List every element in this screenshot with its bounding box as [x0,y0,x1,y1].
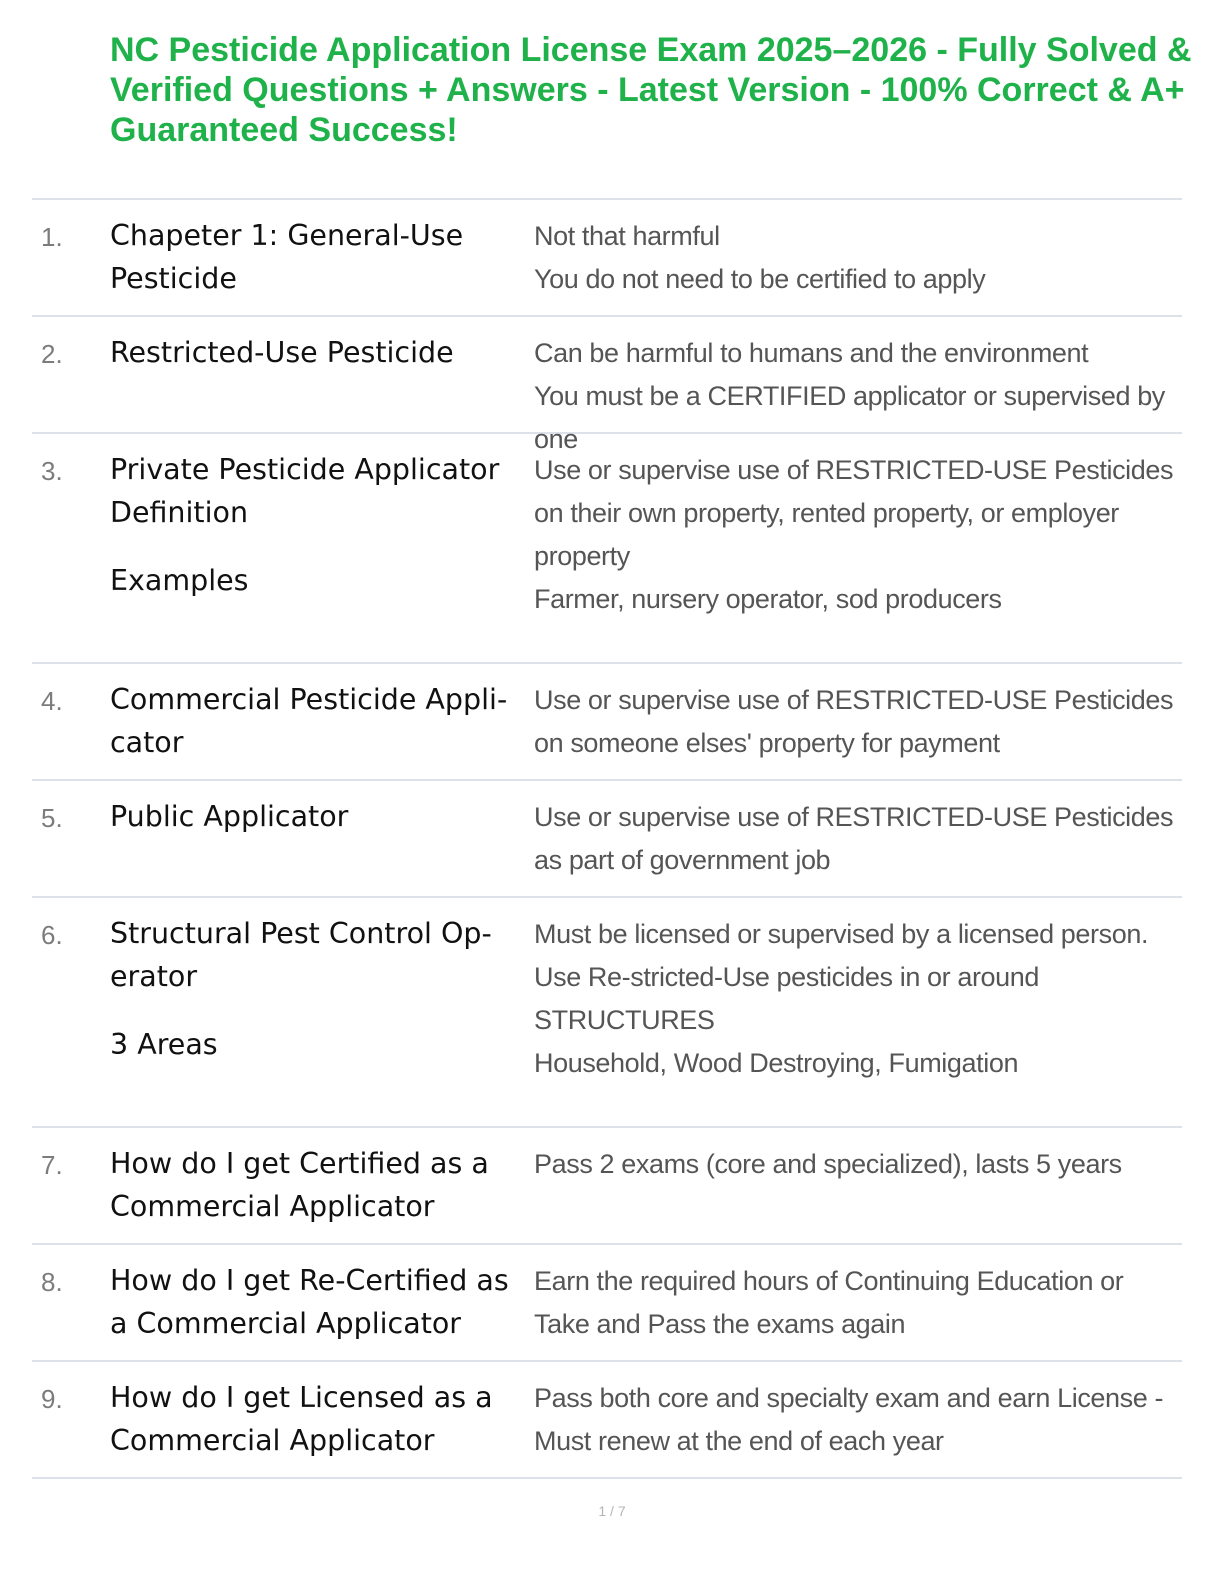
card-term: Restricted-Use Pesticide [110,336,454,369]
definition-line: Household, Wood Destroying, Fumigation [534,1048,1019,1078]
page-number: 1 / 7 [598,1503,626,1519]
definition-line: You do not need to be certified to apply [534,264,986,294]
card-term-block [110,912,530,1066]
card-definition [534,1260,1179,1346]
card-definition [534,215,1179,301]
card-number: 9. [41,1384,63,1414]
flashcard-row [32,317,1182,454]
card-term: Private Pesticide Applicator Definition [110,453,500,529]
definition-line: Must be licensed or supervised by a licensed person. Use Re-stricted-Use pesticides in or around STRUCTURES [534,919,1149,1035]
card-term-note: 3 Areas [110,1028,218,1061]
card-term: Chapeter 1: General-Use Pesticide [110,219,464,295]
card-definition [534,796,1179,882]
card-number: 7. [41,1150,63,1180]
flashcard-row [32,434,1182,664]
card-number: 5. [41,803,63,833]
card-definition [534,449,1179,621]
flashcard-list [32,198,1182,1479]
flashcard-row [32,1362,1182,1479]
card-number: 8. [41,1267,63,1297]
definition-line: Pass both core and specialty exam and earn License - Must renew at the end of each year [534,1383,1164,1456]
card-number: 4. [41,686,63,716]
definition-line: Can be harmful to humans and the environment [534,338,1089,368]
flashcard-row [32,1128,1182,1245]
definition-line: Use or supervise use of RESTRICTED-USE Pesticides on their own property, rented property, or employer property [534,455,1174,571]
definition-line: You must be a CERTIFIED applicator or supervised by one [534,381,1165,454]
flashcard-row [32,781,1182,898]
card-term-note: Examples [110,564,249,597]
definition-line: Not that harmful [534,221,720,251]
card-definition [534,679,1179,765]
definition-line: Use or supervise use of RESTRICTED-USE Pesticides as part of government job [534,802,1174,875]
card-term: How do I get Re-Certified as a Commercial Applicator [110,1264,509,1340]
flashcard-row [32,200,1182,317]
card-number: 3. [41,456,63,486]
card-definition [534,1143,1179,1186]
definition-line: Farmer, nursery operator, sod producers [534,584,1002,614]
card-term: Public Applicator [110,800,349,833]
flashcard-row [32,1245,1182,1362]
document-title: NC Pesticide Application License Exam 2025–2026 - Fully Solved & Verified Questions + Answers - Latest Version - 100% Correct & A+ Guaranteed Success! [110,31,1192,149]
card-term: Commercial Pesticide Appli-cator [110,683,508,759]
card-term: How do I get Licensed as a Commercial Applicator [110,1381,493,1457]
card-number: 2. [41,339,63,369]
definition-line: Earn the required hours of Continuing Education or Take and Pass the exams again [534,1266,1124,1339]
card-term-block [110,448,530,602]
flashcard-row [32,898,1182,1128]
flashcard-row [32,664,1182,781]
card-number: 1. [41,222,63,252]
card-term: Structural Pest Control Op-erator [110,917,492,993]
card-definition [534,1377,1179,1463]
card-term: How do I get Certified as a Commercial Applicator [110,1147,489,1223]
definition-line: Pass 2 exams (core and specialized), lasts 5 years [534,1149,1122,1179]
card-number: 6. [41,920,63,950]
definition-line: Use or supervise use of RESTRICTED-USE Pesticides on someone elses' property for payment [534,685,1174,758]
card-definition [534,913,1179,1085]
